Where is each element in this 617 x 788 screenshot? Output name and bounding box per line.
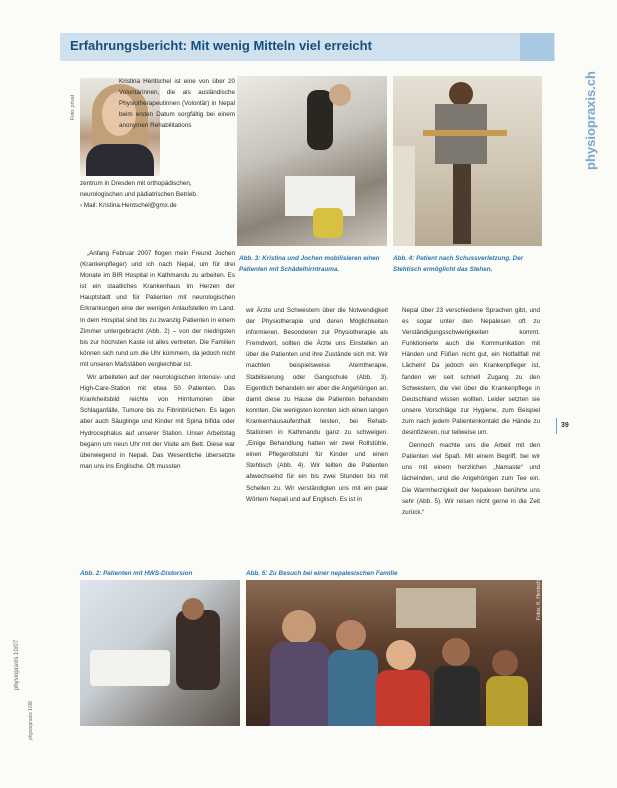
- photo-abb2-patient-room: [80, 580, 240, 726]
- side-logo: [575, 70, 605, 180]
- article-column-3: [402, 305, 540, 520]
- author-bio-continued: zentrum in Dresden mit orthopädischen, neurologischen und pädiatrischen Betrieb.: [80, 180, 198, 198]
- header-accent-block: [520, 33, 554, 61]
- col2-paragraph: wir Ärzte und Schwestern über die Notwendigkeit der Physiotherapie und deren Möglichkeiten informieren. Besonderen zur Physiotherapie als Fremdwort, sollten die Ärzte uns Einstellen an über die Patienten und ihre Zustände sich mit. Wir machten beispielsweise Atemtherapie, Stabilisierung oder Gangschule (Abb. 3). Eigentlich behandeln wir aber die Angehörigen an, damit diese zu Hause die Patienten behandeln konnten. Die wenigsten konnten sich einen langen Krankenhausaufenthalt leisten, bei Rehab-Stationen in Kathmandu ganz zu schweigen. „Einige Behandlung hatten wir zwei Rollstühle, einen Pflegerollstuhl für Kinder und einen Stehtisch (Abb. 4). Wir teilten die Patienten abwechselnd für ein bis zwei Stunden bis mit Schellen zu. Wir verständigten uns mit ein paar Wörtern Nepali und auf Englisch. Es ist in: [246, 307, 388, 503]
- page-number-marker: [556, 418, 557, 434]
- article-column-2: [246, 305, 388, 507]
- caption-abb2: Abb. 2: Patienten mit HWS-Distorsion: [80, 570, 193, 577]
- col1-paragraph: „Anfang Februar 2007 flogen mein Freund Jochen (Krankenpfleger) und ich nach Nepal, um für drei Monate im BIR Hospital in Kathmandu zu arbeiten. Es ist ein staatliches Krankenhaus im Herzen der Hauptstadt und für Patienten mit neurologischen Erkrankungen eine der wenigen Anlaufstellen im Land. In dem Hospital sind bis zu zwanzig Patienten in einem Zimmer untergebracht (Abb. 2) – von der niedrigsten bis zur höchsten Kaste ist alles vertreten. Die Familien können sich rund um die Uhr kümmern, da jedoch nicht mit unseren Maßstäben vergleichbar ist.: [80, 250, 235, 368]
- photo-abb4-standing-table: [393, 76, 542, 246]
- author-bio-narrow: Kristina Hentschel ist eine von über 20 Volontärinnen, die als ausländische Physiotherapeutinnen (Volontär) in Nepal beim ersten Datum sorgfältig bei einem anonymen Rehabilitations: [119, 78, 235, 129]
- caption-abb3: Abb. 3: Kristina und Jochen mobilisieren einen Patienten mit Schädelhirntrauma.: [239, 255, 380, 273]
- col1-paragraph: Wir arbeiteten auf der neurologischen Intensiv- und High-Care-Station mit etwa 50 Patienten. Das Krankheitsbild reichte von Hirntumoren über Schlaganfälle, Tumore bis zu Fibrinbrüchen. Es lagen aber auch Säuglinge und Kinder mit Spina bifida oder Hydrocephalus auf unserer Station. Unser Arbeitstag begann um neun Uhr mit der Visite am Bett. Diese war überwiegend in Nepali. Das Wesentliche übersetzte man uns ins Englische. Oft mussten: [80, 374, 235, 470]
- caption-abb4: Abb. 4: Patient nach Schussverletzung. Der Stehtisch ermöglicht das Stehen.: [393, 255, 524, 273]
- article-title: Erfahrungsbericht: Mit wenig Mitteln viel erreicht: [70, 38, 372, 53]
- caption-abb5: Abb. 5: Zu Besuch bei einer nepalesischen Familie: [246, 570, 398, 577]
- col3-paragraph: Nepal über 23 verschiedene Sprachen gibt, und es sogar unter den Nepalesen oft zu Verständigungsschwierigkeiten kommt. Funktionierte auch die Kommunikation mit Händen und Füßen nicht gut, ein Notfallfall mit Lächeln! Da jedoch ein Krankenpfleger ist, fanden wir seit schnell Zugang zu den Schwestern, die viel über die Krankenpflege in Deutschland wissen wollten. Leider setzten sie unsere Vorschläge zur Hygiene, zum Beispiel zum nach jedem Patientenkontakt die Hände zu desinfizieren, nur teilweise um.: [402, 307, 540, 437]
- page-number: 39: [561, 422, 569, 429]
- author-bio-wide: [80, 178, 235, 211]
- col3-paragraph: Dennoch machte uns die Arbeit mit den Patienten viel Spaß. Mit einem Begriff, bei wir uns mit einem herzlichen „Namaste“ und lächelnden, und die Angehörigen zum Tee ein. Die Warmherzigkeit der Nepalesen berührte uns sehr (Abb. 5). Wir reisen nicht gerne in die Zeit zurück.“: [402, 442, 540, 516]
- author-mail: › Mail: Kristina.Hentschel@gmx.de: [80, 202, 177, 209]
- photo-abb5-nepali-family: [246, 580, 542, 726]
- article-column-1: [80, 248, 235, 474]
- photo-abb3-mobilisation: [237, 76, 387, 246]
- side-logo-text: physiopraxis.ch: [583, 71, 598, 170]
